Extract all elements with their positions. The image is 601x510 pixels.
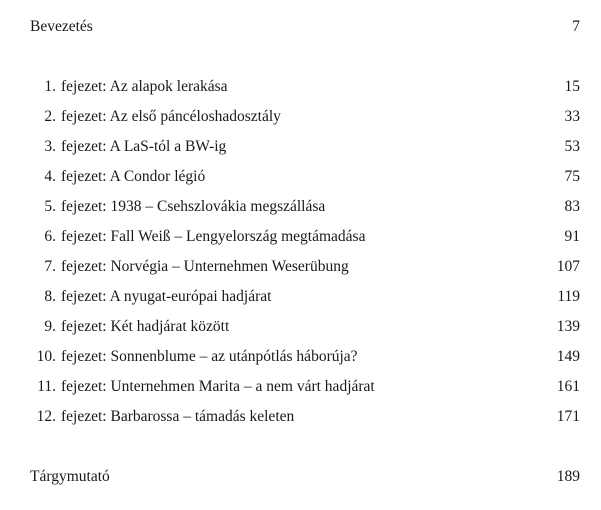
toc-page-number: 7: [572, 18, 580, 35]
chapter-number: 9.: [44, 318, 56, 335]
toc-entry-label: fejezet: Két hadjárat között: [61, 318, 230, 335]
toc-entry-label: fejezet: A Condor légió: [61, 168, 206, 185]
toc-entry-chapter[interactable]: [30, 378, 580, 400]
toc-entry-label: fejezet: Fall Weiß – Lengyelország megtámadása: [61, 228, 366, 245]
chapter-number: 10.: [36, 348, 56, 365]
toc-entry-chapter[interactable]: [30, 348, 580, 370]
toc-page-number: 83: [564, 198, 580, 215]
toc-page-number: 15: [564, 78, 580, 95]
toc-entry-index[interactable]: [30, 468, 580, 490]
chapter-number: 7.: [44, 258, 56, 275]
toc-entry-chapter[interactable]: [30, 198, 580, 220]
toc-entry-label: fejezet: A nyugat-európai hadjárat: [61, 288, 272, 305]
toc-page-number: 75: [564, 168, 580, 185]
chapter-number: 5.: [44, 198, 56, 215]
toc-entry-chapter[interactable]: [30, 258, 580, 280]
toc-page-number: 161: [556, 378, 580, 395]
chapter-number: 4.: [44, 168, 56, 185]
toc-entry-chapter[interactable]: [30, 288, 580, 310]
toc-entry-label: fejezet: A LaS-tól a BW-ig: [61, 138, 227, 155]
toc-page-number: 189: [556, 468, 580, 485]
chapter-number: 12.: [36, 408, 56, 425]
chapter-number: 6.: [44, 228, 56, 245]
toc-entry-introduction[interactable]: [30, 18, 580, 40]
toc-entry-chapter[interactable]: [30, 138, 580, 160]
chapter-number: 1.: [44, 78, 56, 95]
toc-entry-chapter[interactable]: [30, 318, 580, 340]
toc-page-number: 53: [564, 138, 580, 155]
chapter-number: 8.: [44, 288, 56, 305]
toc-entry-label: fejezet: 1938 – Csehszlovákia megszállása: [61, 198, 326, 215]
toc-entry-label: fejezet: Az első páncéloshadosztály: [61, 108, 281, 125]
toc-entry-label: fejezet: Barbarossa – támadás keleten: [61, 408, 295, 425]
toc-entry-label: fejezet: Sonnenblume – az utánpótlás háborúja?: [61, 348, 358, 365]
toc-entry-label: fejezet: Norvégia – Unternehmen Weserübung: [61, 258, 349, 275]
toc-page-number: 149: [556, 348, 580, 365]
toc-entry-label: Tárgymutató: [30, 468, 110, 485]
toc-entry-label: fejezet: Unternehmen Marita – a nem várt hadjárat: [61, 378, 375, 395]
chapter-number: 11.: [37, 378, 56, 395]
toc-page-number: 33: [564, 108, 580, 125]
chapter-number: 2.: [44, 108, 56, 125]
toc-entry-chapter[interactable]: [30, 228, 580, 250]
toc-entry-chapter[interactable]: [30, 168, 580, 190]
toc-entry-chapter[interactable]: [30, 408, 580, 430]
toc-entry-label: Bevezetés: [30, 18, 93, 35]
toc-page-number: 119: [557, 288, 580, 305]
chapter-number: 3.: [44, 138, 56, 155]
toc-page-number: 107: [556, 258, 580, 275]
toc-page-number: 91: [564, 228, 580, 245]
toc-page-number: 171: [556, 408, 580, 425]
toc-entry-label: fejezet: Az alapok lerakása: [61, 78, 228, 95]
toc-entry-chapter[interactable]: [30, 108, 580, 130]
toc-page-number: 139: [556, 318, 580, 335]
toc-entry-chapter[interactable]: [30, 78, 580, 100]
